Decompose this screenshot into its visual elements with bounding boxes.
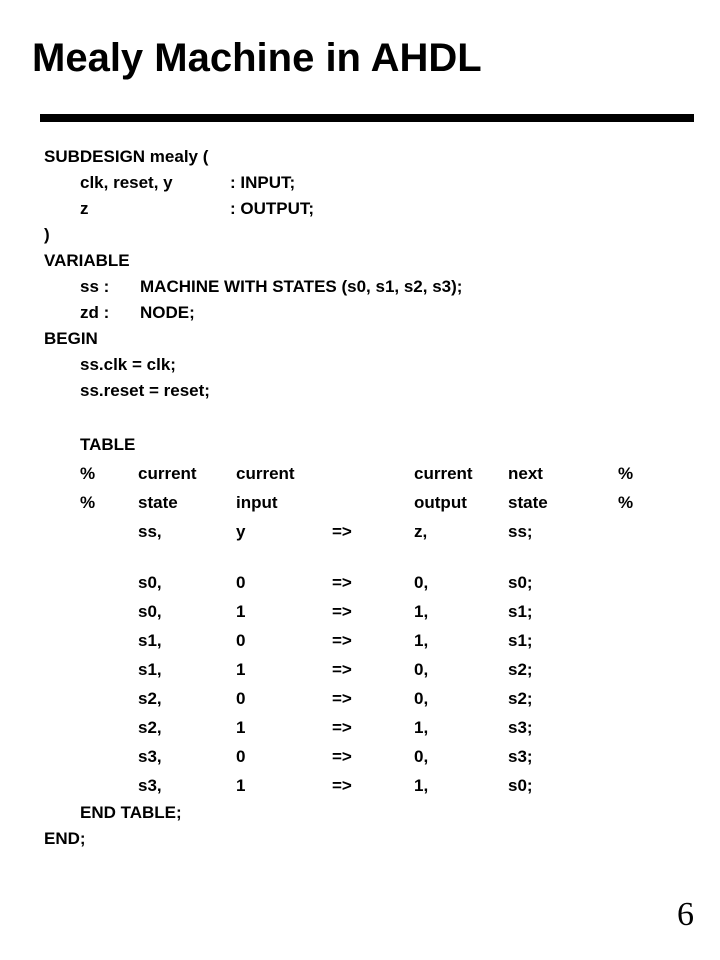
table-cell: s0; <box>508 573 533 592</box>
table-cell: 0, <box>414 689 429 708</box>
table-cell: s2, <box>138 718 162 737</box>
table-cell: s3, <box>138 747 162 766</box>
comment-cell: % <box>618 493 634 512</box>
end-keyword: END; <box>44 829 86 848</box>
table-cell: s2; <box>508 689 533 708</box>
variable-name-ss: ss : <box>80 277 110 296</box>
table-cell: 0 <box>236 631 246 650</box>
comment-cell: % <box>80 464 96 483</box>
table-cell: s2; <box>508 660 533 679</box>
table-cell: 1, <box>414 631 429 650</box>
slide-title: Mealy Machine in AHDL <box>32 36 482 80</box>
table-cell: 0 <box>236 747 246 766</box>
table-keyword: TABLE <box>80 435 136 454</box>
table-cell: 1 <box>236 718 246 737</box>
table-header-cell: y <box>236 522 246 541</box>
table-cell: 1 <box>236 660 246 679</box>
page-number: 6 <box>677 896 694 933</box>
comment-cell: state <box>508 493 548 512</box>
table-cell: => <box>332 747 352 766</box>
comment-cell: current <box>138 464 197 483</box>
table-cell: s3, <box>138 776 162 795</box>
port-names-outputs: z <box>80 199 89 218</box>
comment-cell: current <box>414 464 473 483</box>
table-cell: 0 <box>236 689 246 708</box>
subdesign-line: SUBDESIGN mealy ( <box>44 147 209 166</box>
table-cell: s0; <box>508 776 533 795</box>
table-cell: => <box>332 573 352 592</box>
table-cell: 1, <box>414 718 429 737</box>
port-type-input: : INPUT; <box>230 173 296 192</box>
table-cell: 0, <box>414 660 429 679</box>
port-names-inputs: clk, reset, y <box>80 173 173 192</box>
variable-decl-ss: MACHINE WITH STATES (s0, s1, s2, s3); <box>140 277 463 296</box>
table-cell: => <box>332 660 352 679</box>
table-cell: 1, <box>414 776 429 795</box>
variable-decl-zd: NODE; <box>140 303 195 322</box>
table-cell: s0, <box>138 602 162 621</box>
table-cell: s0, <box>138 573 162 592</box>
table-header-cell: => <box>332 522 352 541</box>
variable-name-zd: zd : <box>80 303 110 322</box>
table-cell: 1 <box>236 776 246 795</box>
table-cell: s1; <box>508 631 533 650</box>
table-cell: s1, <box>138 660 162 679</box>
comment-cell: % <box>618 464 634 483</box>
comment-cell: % <box>80 493 96 512</box>
comment-cell: next <box>508 464 543 483</box>
table-cell: 1, <box>414 602 429 621</box>
end-table-keyword: END TABLE; <box>80 803 182 822</box>
table-cell: s2, <box>138 689 162 708</box>
comment-cell: output <box>414 493 467 512</box>
table-cell: 0 <box>236 573 246 592</box>
table-cell: 0, <box>414 573 429 592</box>
table-cell: s3; <box>508 747 533 766</box>
table-cell: 0, <box>414 747 429 766</box>
table-cell: => <box>332 776 352 795</box>
table-cell: 1 <box>236 602 246 621</box>
table-cell: => <box>332 602 352 621</box>
table-cell: => <box>332 631 352 650</box>
comment-cell: current <box>236 464 295 483</box>
table-cell: s3; <box>508 718 533 737</box>
begin-keyword: BEGIN <box>44 329 98 348</box>
table-header-cell: z, <box>414 522 428 541</box>
table-cell: => <box>332 689 352 708</box>
assignment-clk: ss.clk = clk; <box>80 355 176 374</box>
table-cell: s1, <box>138 631 162 650</box>
table-header-cell: ss; <box>508 522 533 541</box>
comment-cell: state <box>138 493 178 512</box>
table-cell: s1; <box>508 602 533 621</box>
comment-cell: input <box>236 493 278 512</box>
assignment-reset: ss.reset = reset; <box>80 381 210 400</box>
table-cell: => <box>332 718 352 737</box>
variable-keyword: VARIABLE <box>44 251 130 270</box>
subdesign-close: ) <box>44 225 50 244</box>
port-type-output: : OUTPUT; <box>230 199 315 218</box>
table-header-cell: ss, <box>138 522 162 541</box>
